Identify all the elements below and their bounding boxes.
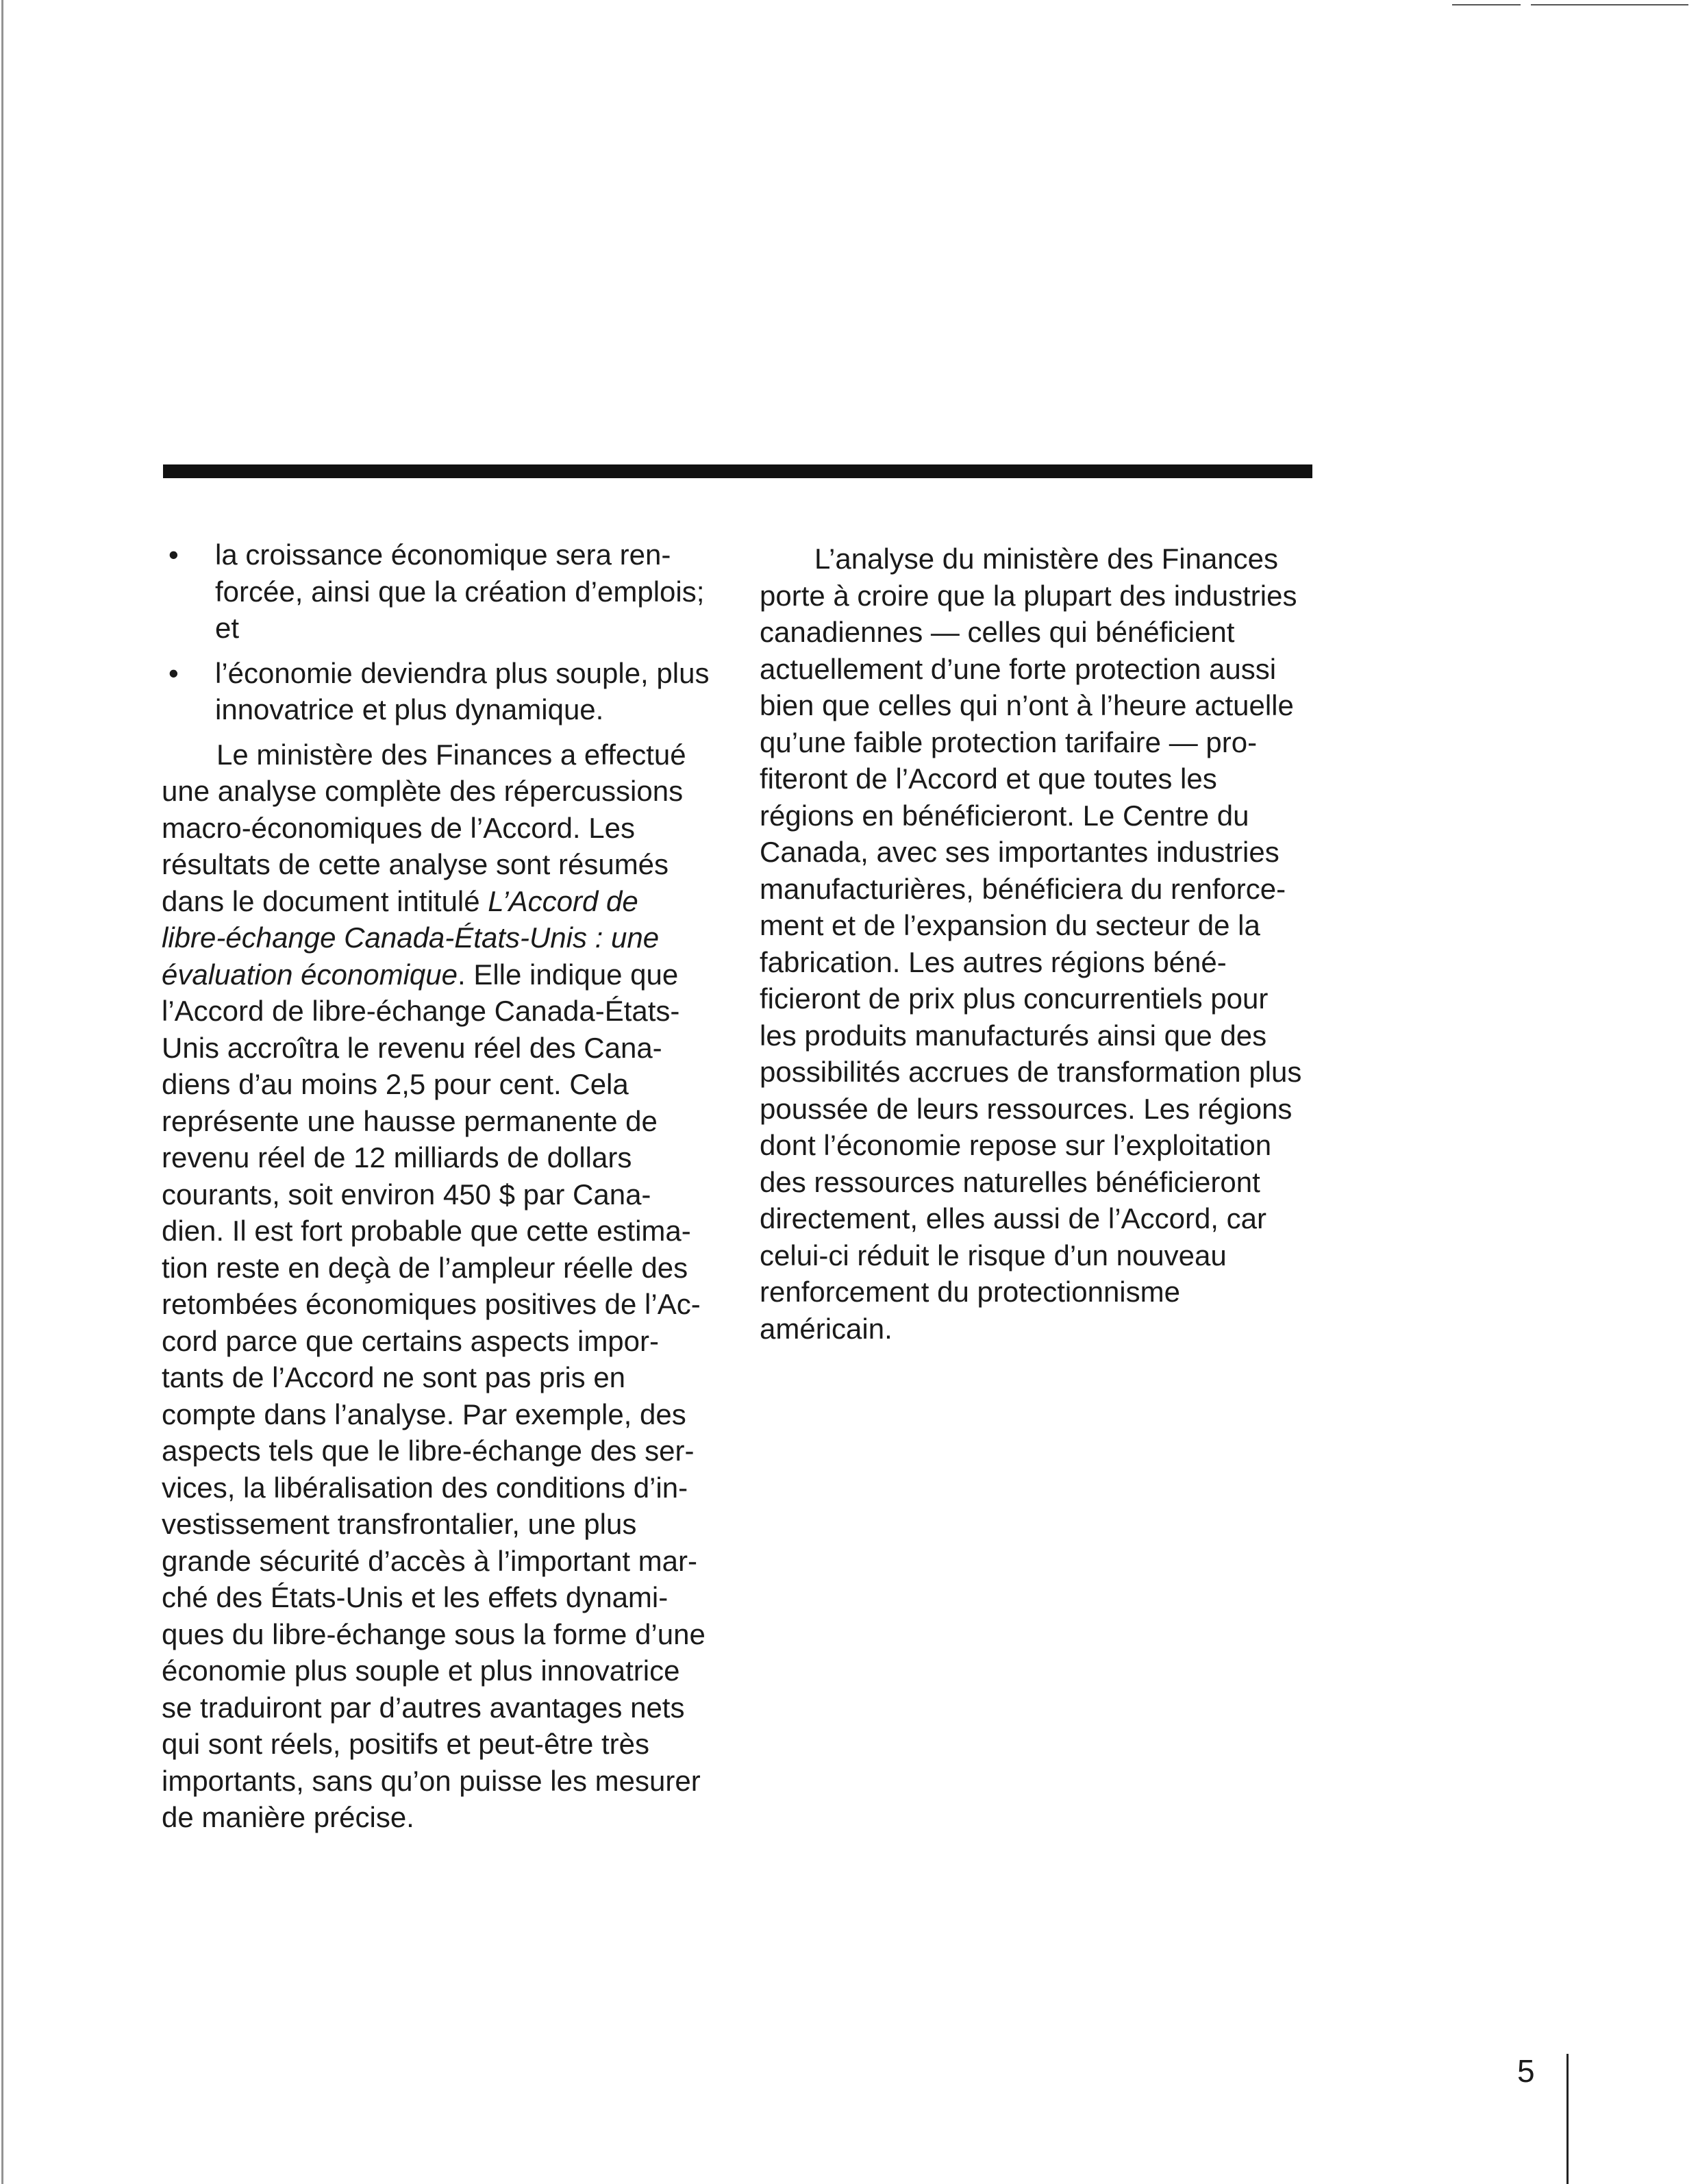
text-line: porte à croire que la plupart des industries [760,579,1297,612]
text-line: Le ministère des Finances a effectué [216,738,686,771]
body-paragraph [760,541,1321,1347]
text-line: vices, la libéralisation des conditions d’in- [162,1471,688,1504]
page-margin-rule [1566,2054,1569,2184]
bullet-line: et [215,612,240,644]
text-line: courants, soit environ 450 $ par Cana- [162,1178,651,1211]
text-line: canadiennes — celles qui bénéficient [760,616,1235,648]
text-line: dien. Il est fort probable que cette estima- [162,1215,691,1247]
text-line: des ressources naturelles bénéficieront [760,1165,1260,1198]
text-line: . Elle indique que [457,958,679,991]
bullet-line: forcée, ainsi que la création d’emplois; [215,575,705,608]
bullet-line: innovatrice et plus dynamique. [215,693,604,725]
bullet-item [162,536,723,647]
text-line: celui-ci réduit le risque d’un nouveau [760,1239,1227,1271]
text-line: renforcement du protectionnisme [760,1276,1180,1308]
header-rule [163,464,1312,478]
text-line: ficieront de prix plus concurrentiels pour [760,982,1269,1015]
text-line: résultats de cette analyse sont résumés [162,848,669,880]
text-line: les produits manufacturés ainsi que des [760,1019,1267,1052]
scan-top-mark [1452,4,1521,5]
text-line: ment et de l’expansion du secteur de la [760,909,1260,941]
text-line: poussée de leurs ressources. Les régions [760,1092,1293,1125]
text-line: aspects tels que le libre-échange des ser- [162,1435,695,1467]
text-line: qu’une faible protection tarifaire — pro- [760,725,1258,758]
text-line: cord parce que certains aspects impor- [162,1324,659,1357]
text-line: ques du libre-échange sous la forme d’une [162,1617,706,1650]
text-line: tion reste en deçà de l’ampleur réelle des [162,1251,688,1284]
text-line: de manière précise. [162,1801,414,1833]
text-line: fiteront de l’Accord et que toutes les [760,762,1217,795]
text-line: bien que celles qui n’ont à l’heure actuelle [760,689,1294,721]
text-line: actuellement d’une forte protection aussi [760,652,1277,685]
text-line: une analyse complète des répercussions [162,775,684,807]
text-line: tants de l’Accord ne sont pas pris en [162,1361,626,1393]
text-line: fabrication. Les autres régions béné- [760,945,1227,978]
bullet-marker: • [168,538,179,571]
text-line: se traduiront par d’autres avantages nets [162,1691,685,1724]
text-line: grande sécurité d’accès à l’important mar- [162,1544,698,1577]
text-line: manufacturières, bénéficiera du renforce- [760,872,1286,905]
text-line: macro-économiques de l’Accord. Les [162,811,635,844]
text-line: possibilités accrues de transformation plus [760,1056,1302,1088]
document-title-italic: libre-échange Canada-États-Unis : une [162,921,660,954]
right-column [760,541,1321,1347]
scan-edge-line [1,0,3,2184]
text-line: régions en bénéficieront. Le Centre du [760,799,1249,832]
bullet-marker: • [168,656,179,689]
text-line: compte dans l’analyse. Par exemple, des [162,1398,686,1430]
text-line: diens d’au moins 2,5 pour cent. Cela [162,1068,629,1100]
bullet-line: la croissance économique sera ren- [215,538,671,571]
text-line: dont l’économie repose sur l’exploitation [760,1129,1272,1161]
page-number: 5 [1517,2053,1535,2089]
text-line: dans le document intitulé [162,884,488,917]
text-line: qui sont réels, positifs et peut-être très [162,1728,650,1760]
left-column [162,536,723,1836]
text-line: l’Accord de libre-échange Canada-États- [162,995,680,1027]
text-line: représente une hausse permanente de [162,1104,658,1137]
bullet-item [162,655,723,728]
document-title-italic: L’Accord de [488,884,638,917]
text-line: économie plus souple et plus innovatrice [162,1654,680,1687]
text-line: directement, elles aussi de l’Accord, car [760,1202,1266,1234]
scan-top-mark [1531,4,1688,5]
text-line: retombées économiques positives de l’Ac- [162,1288,701,1320]
document-title-italic: évaluation économique [162,958,458,991]
text-line: Canada, avec ses importantes industries [760,836,1279,868]
bullet-line: l’économie deviendra plus souple, plus [215,656,710,689]
text-line: américain. [760,1312,892,1345]
text-line: vestissement transfrontalier, une plus [162,1508,637,1540]
body-paragraph [162,736,723,1836]
text-line: revenu réel de 12 milliards de dollars [162,1141,632,1174]
text-line: L’analyse du ministère des Finances [814,543,1279,575]
text-line: Unis accroîtra le revenu réel des Cana- [162,1031,662,1064]
text-line: ché des États-Unis et les effets dynami- [162,1581,669,1613]
text-line: importants, sans qu’on puisse les mesurer [162,1764,701,1797]
